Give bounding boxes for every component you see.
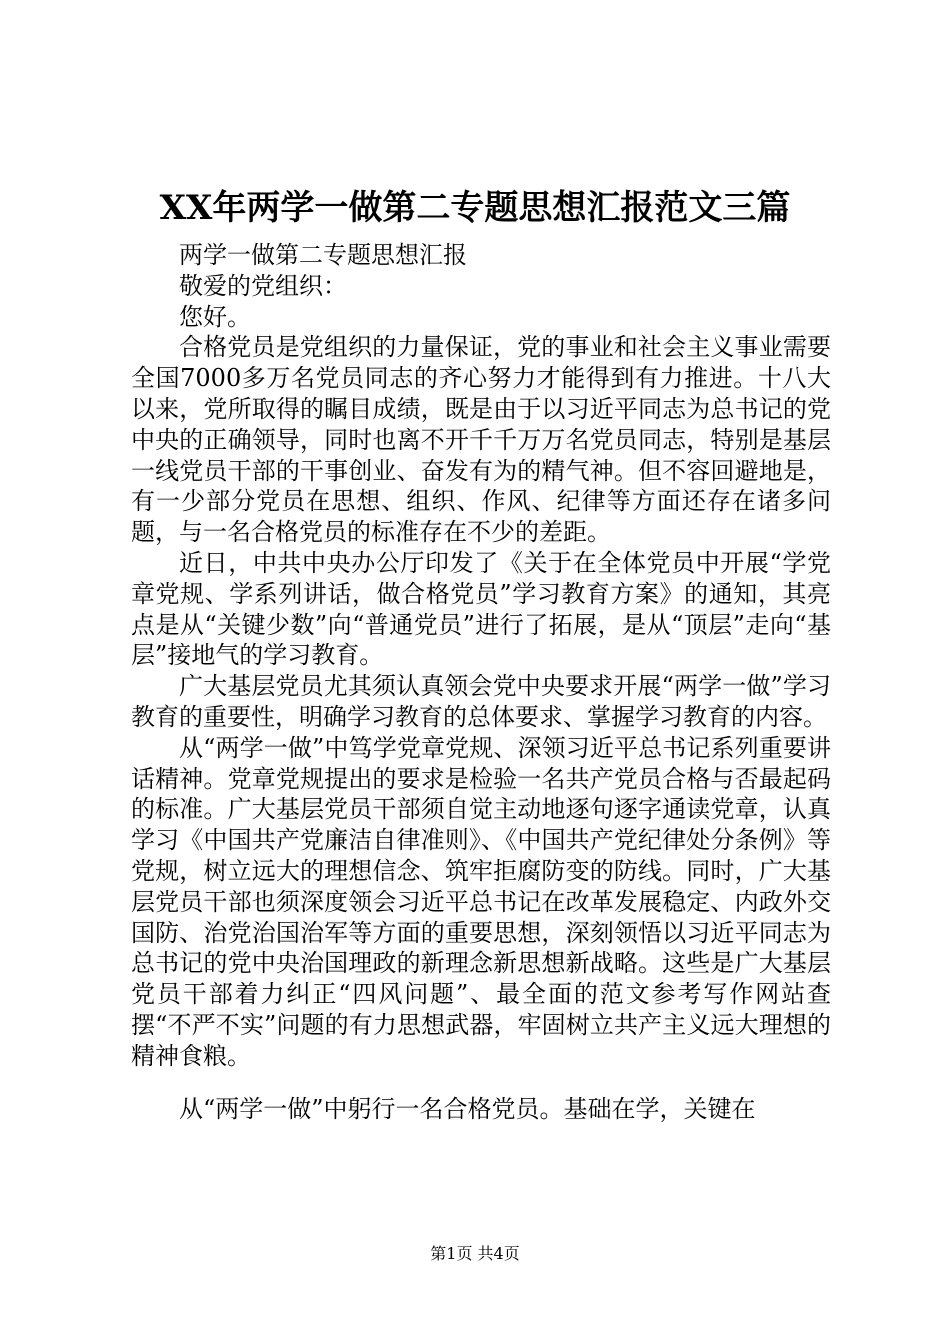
- paragraph: 合格党员是党组织的力量保证，党的事业和社会主义事业需要全国7000多万名党员同志的齐心努力才能得到有力推进。十八大以来，党所取得的瞩目成绩，既是由于以习近平同志为总书记的党中央的正确领导，同时也离不开千千万万名党员同志，特别是基层一线党员干部的干事创业、奋发有为的精气神。但不容回避地是，有一少部分党员在思想、组织、作风、纪律等方面还存在诸多问题，与一名合格党员的标准存在不少的差距。: [131, 333, 831, 547]
- paragraph: 广大基层党员尤其须认真领会党中央要求开展“两学一做”学习教育的重要性，明确学习教育的总体要求、掌握学习教育的内容。: [131, 672, 831, 731]
- paragraph-salutation: 敬爱的党组织：: [179, 271, 347, 300]
- document-title: XX年两学一做第二专题思想汇报范文三篇: [159, 188, 791, 228]
- paragraph-subtitle: 两学一做第二专题思想汇报: [179, 241, 467, 269]
- document-body: [131, 240, 831, 1124]
- paragraph-greeting: 您好。: [179, 302, 251, 331]
- paragraph: 从“两学一做”中笃学党章党规、深领习近平总书记系列重要讲话精神。党章党规提出的要求是检验一名共产党员合格与否最起码的标准。广大基层党员干部须自觉主动地逐句逐字通读党章，认真学习《中国共产党廉洁自律准则》、《中国共产党纪律处分条例》等党规，树立远大的理想信念、筑牢拒腐防变的防线。同时，广大基层党员干部也须深度领会习近平总书记在改革发展稳定、内政外交国防、治党治国治军等方面的重要思想，深刻领悟以习近平同志为总书记的党中央治国理政的新理念新思想新战略。这些是广大基层党员干部着力纠正“四风问题”、最全面的范文参考写作网站查摆“不严不实”问题的有力思想武器，牢固树立共产主义远大理想的精神食粮。: [131, 733, 831, 1070]
- page-footer: 第1页 共4页: [430, 1244, 520, 1263]
- paragraph: 从“两学一做”中躬行一名合格党员。基础在学，关键在: [179, 1094, 756, 1123]
- paragraph: 近日，中共中央办公厅印发了《关于在全体党员中开展“学党章党规、学系列讲话，做合格党员”学习教育方案》的通知，其亮点是从“关键少数”向“普通党员”进行了拓展，是从“顶层”走向“基层”接地气的学习教育。: [131, 548, 831, 670]
